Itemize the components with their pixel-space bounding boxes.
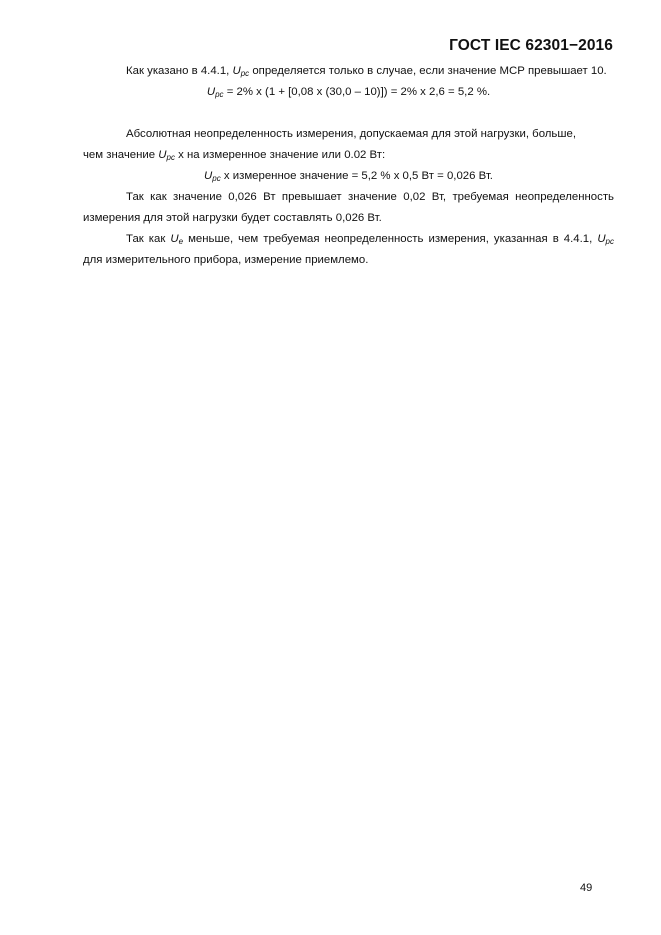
upc-symbol: $U_{pc}$: [158, 149, 175, 162]
upc-symbol: $U_{pc}$: [232, 65, 250, 78]
paragraph-absolute-uncertainty-cont: чем значение $U_{pc}$ x на измеренное значение или 0.02 Вт:: [83, 149, 386, 162]
formula-absolute: $U_{pc}$ x измеренное значение = 5,2 % x 0,5 Вт = 0,026 Вт.: [204, 170, 493, 183]
paragraph-mcp-condition: Как указано в 4.4.1, $U_{pc}$ определяется только в случае, если значение МСР превышает 10.: [126, 65, 607, 78]
paragraph-required-uncertainty: Так как значение 0,026 Вт превышает значение 0,02 Вт, требуемая неопределенность измерения для этой нагрузки будет составлять 0,026 Вт.: [83, 191, 614, 224]
ue-symbol: $U_e$: [170, 233, 184, 246]
document-body: [83, 61, 614, 271]
page-number: 49: [580, 882, 593, 894]
paragraph-measurement-acceptable: Так как $U_e$ меньше, чем требуемая неопределенность измерения, указанная в 4.4.1, $U_{pc}$ для измерительного прибора, измерение приемлемо.: [83, 233, 614, 266]
upc-symbol: $U_{pc}$: [597, 233, 614, 246]
paragraph-absolute-uncertainty: Абсолютная неопределенность измерения, допускаемая для этой нагрузки, больше,: [126, 128, 577, 140]
upc-symbol: $U_{pc}$: [206, 86, 224, 99]
spacer: [83, 103, 614, 124]
upc-symbol: $U_{pc}$: [204, 170, 221, 183]
document-header: ГОСТ IEC 62301−2016: [449, 37, 613, 54]
formula-upc: $U_{pc} = 2\%$ x (1 + [0,08 x (30,0 – 10)]) = 2% x 2,6 = 5,2 %.: [206, 86, 491, 99]
